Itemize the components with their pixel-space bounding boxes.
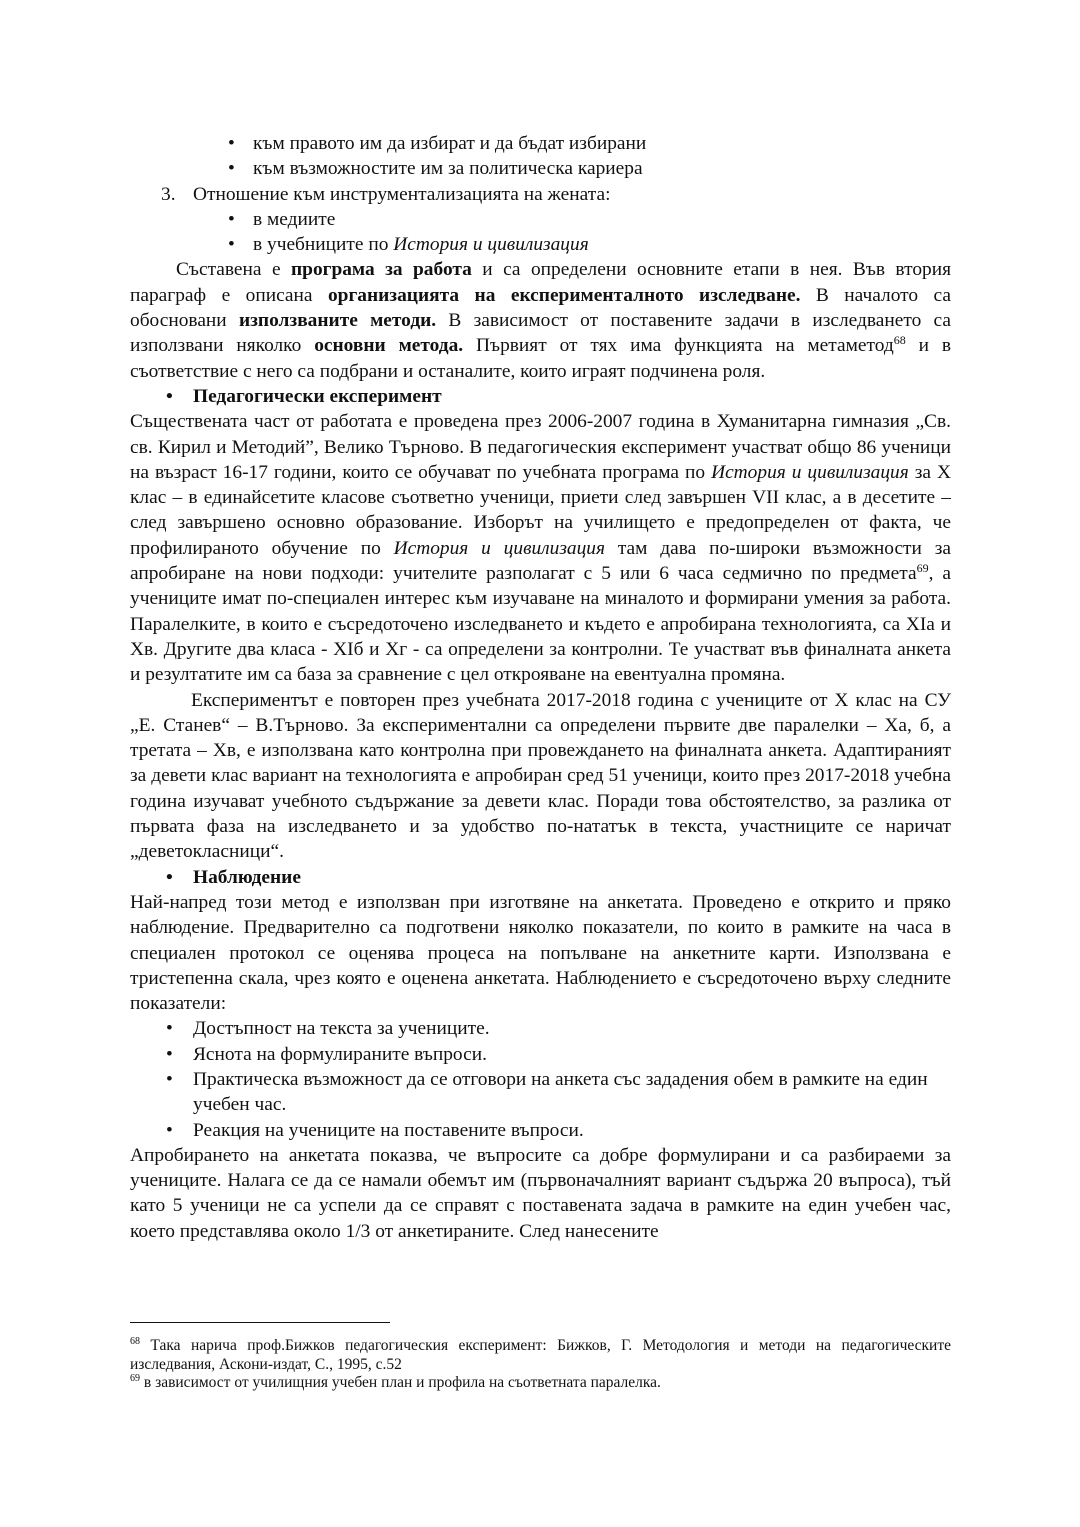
list-item — [130, 232, 951, 257]
text-run: , а учениците имат по-специален интерес към изучаване на миналото и формирани умения за работа. Паралелките, в които е съсредоточено изследването и където е апробирана технологията, са XIa и Хв. Другите два класа - XIб и Хг - са определени за контролни. Те участват във финалната анкета и резултатите им са база за сравнение с цел открояване на евентуална промяна. — [130, 563, 951, 686]
bold-term: основни метода. — [314, 335, 464, 357]
text-run: В началото са обосновани — [130, 284, 951, 332]
item-number: 3. — [161, 183, 176, 205]
bold-term: програма за работа — [290, 259, 472, 281]
list-item: • Практическа възможност да се отговори на анкета със зададения обем в рамките на един учебен час. — [130, 1067, 951, 1118]
numbered-item — [130, 182, 951, 207]
list-item: • към правото им да избират и да бъдат избирани — [130, 131, 951, 156]
bold-term: организацията на експерименталното изследване. — [327, 284, 801, 306]
footnote-separator — [130, 1322, 390, 1323]
text-run: Съществената част от работата е проведена през 2006-2007 година в Хуманитарна гимназия „Св. св. Кирил и Методий”, Велико Търново. В педагогическия експеримент участват общо 86 ученици на възраст 16-17 години, които се обучават по учебната програма по — [130, 411, 951, 483]
list-item: • Реакция на учениците на поставените въпроси. — [130, 1118, 951, 1143]
footnote — [130, 1337, 951, 1374]
footnote-text: в зависимост от училищния учебен план и профила на съответната паралелка. — [140, 1374, 661, 1391]
footnote — [130, 1374, 951, 1393]
paragraph: Апробирането на анкетата показва, че въпросите са добре формулирани и са разбираеми за учениците. Налага се да се намали обемът им (първоначалният вариант съдържа 20 въпроса), тъй като 5 ученици не са успели да се справят с поставената задача в рамките на един учебен час, което представлява около 1/3 от анкетираните. След нанесените — [130, 1144, 951, 1242]
section-heading: • Педагогически експеримент — [130, 384, 951, 409]
footnote-ref[interactable]: 68 — [893, 333, 906, 348]
page-body — [130, 131, 951, 1244]
list-item: • Достъпност на текста за учениците. — [130, 1016, 951, 1041]
text-run: и в съответствие с него са подбрани и останалите, които играят подчинена роля. — [130, 335, 951, 382]
footnote-ref[interactable]: 69 — [916, 561, 929, 576]
paragraph: Най-напред този метод е използван при изготвяне на анкетата. Проведено е открито и пряко наблюдение. Предварително са подготвени няколко показатели, по които в рамките на часа в специален протокол се оценява процеса на попълване на анкетните карти. Използвана е тристепенна скала, чрез която е оценена анкетата. Наблюдението е съсредоточено върху следните показатели: — [130, 891, 951, 1015]
section-heading: • Наблюдение — [130, 865, 951, 890]
footnote-number: 68 — [130, 1336, 140, 1347]
italic-title: История и цивилизация — [711, 461, 909, 483]
italic-title: История и цивилизация — [393, 234, 589, 256]
text-run: там дава по-широки възможности за апробиране на нови подходи: учителите разполагат с 5 или 6 часа седмично по предмета — [130, 537, 951, 585]
footnote-text: Така нарича проф.Бижков педагогическия експеримент: Бижков, Г. Методология и методи на педагогическите изследвания, Аскони-издат, С., 1995, с.52 — [130, 1337, 951, 1373]
list-item: • към възможностите им за политическа кариера — [130, 156, 951, 181]
text-run: и са определени основните етапи в нея. Във втория параграф е описана — [130, 259, 952, 306]
item-text: Отношение към инструментализацията на жената: — [193, 183, 611, 205]
list-item-text: в учебниците по — [253, 234, 394, 256]
paragraph: Експериментът е повторен през учебната 2017-2018 година с учениците от X клас на СУ „Е. Станев“ – В.Търново. За експериментални са определени първите две паралелки – Ха, б, а третата – Хв, е използвана като контролна при провеждането на финалната анкета. Адаптираният за девети клас вариант на технологията е апробиран сред 51 ученици, които през 2017-2018 учебна година изучават учебното съдържание за девети клас. Поради това обстоятелство, за разлика от първата фаза на изследването и за удобство по-нататък в текста, участниците се наричат „деветокласници“. — [130, 689, 951, 863]
text-run: В зависимост от поставените задачи в изследването са използвани няколко — [130, 310, 951, 357]
text-run: за X клас – в единайсетите класове съответно ученици, приети след завършен VII клас, а в десетите – след завършено основно образование. Изборът на училището е предопределен от факта, че профилираното обучение по — [130, 461, 951, 559]
text-run: Първият от тях има функцията на метаметод — [463, 335, 894, 357]
list-item: • в медиите — [130, 207, 951, 232]
footnote-number: 69 — [130, 1373, 140, 1384]
text-run: Съставена е — [176, 259, 291, 281]
paragraph — [130, 257, 951, 383]
list-item: • Яснота на формулираните въпроси. — [130, 1042, 951, 1067]
footnotes — [130, 1337, 951, 1393]
bold-term: използваните методи. — [238, 310, 437, 332]
italic-title: История и цивилизация — [393, 537, 605, 559]
paragraph — [130, 409, 951, 687]
